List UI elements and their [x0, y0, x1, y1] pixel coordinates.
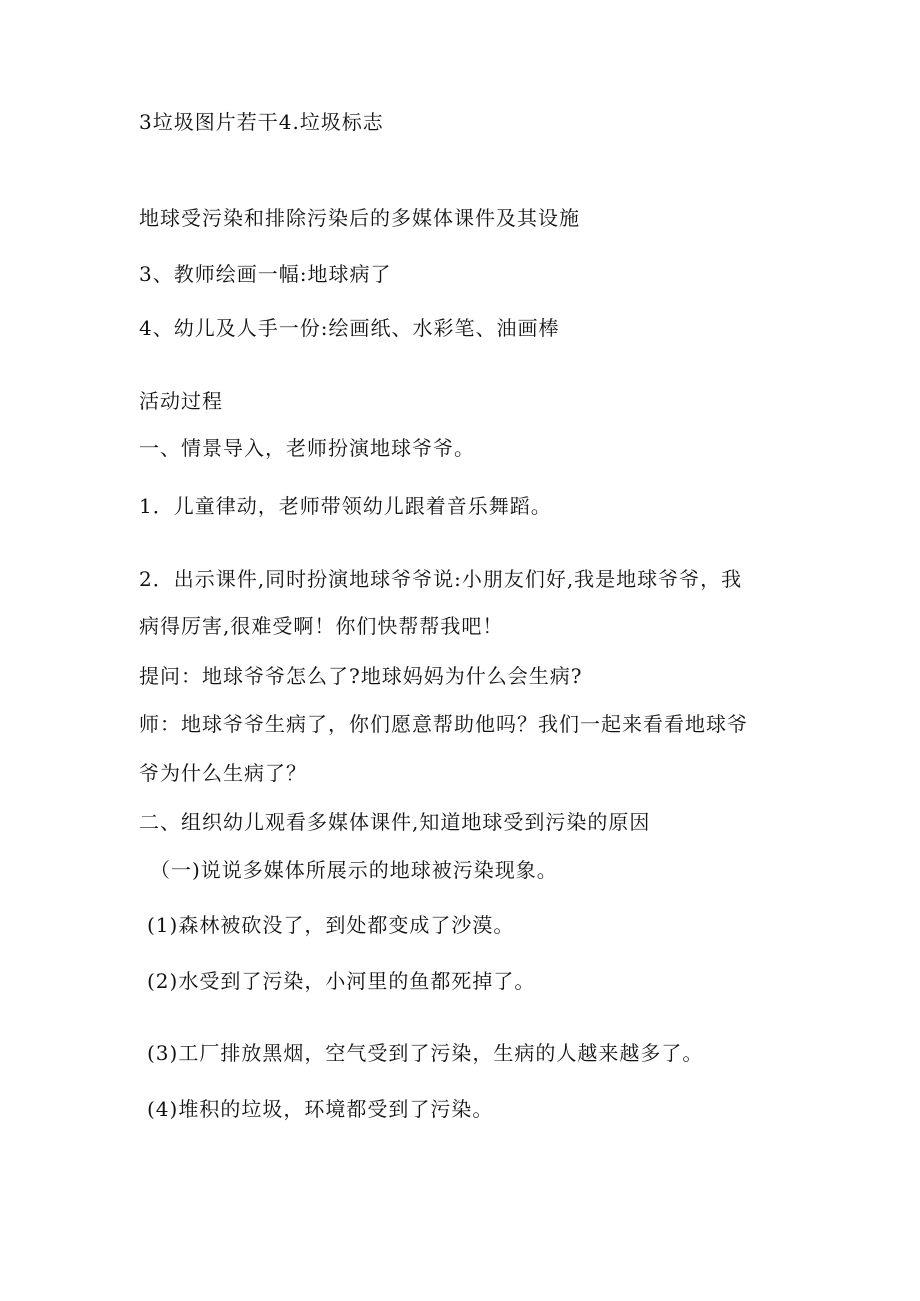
question-line: 提问：地球爷爷怎么了?地球妈妈为什么会生病? [139, 664, 583, 688]
step-one-heading: 一、情景导入，老师扮演地球爷爷。 [139, 436, 475, 460]
pollution-item-1: (1)森林被砍没了，到处都变成了沙漠。 [147, 913, 515, 937]
step-two-heading: 二、组织幼儿观看多媒体课件,知道地球受到污染的原因 [139, 810, 651, 834]
pollution-item-2: (2)水受到了污染，小河里的鱼都死掉了。 [147, 969, 536, 993]
materials-multimedia: 地球受污染和排除污染后的多媒体课件及其设施 [139, 206, 580, 230]
subsection-one-heading: （一)说说多媒体所展示的地球被污染现象。 [150, 858, 558, 882]
pollution-item-3: (3)工厂排放黑烟，空气受到了污染，生病的人越来越多了。 [147, 1041, 704, 1065]
section-heading-activity-process: 活动过程 [139, 389, 223, 413]
step-one-item-2-line-2: 病得厉害,很难受啊！你们快帮帮我吧！ [139, 614, 504, 638]
materials-teacher-drawing: 3、教师绘画一幅:地球病了 [139, 262, 392, 286]
materials-line-3-4: 3垃圾图片若干4.垃圾标志 [139, 110, 384, 134]
pollution-item-4: (4)堆积的垃圾，环境都受到了污染。 [147, 1097, 494, 1121]
step-one-item-2-line-1: 2．出示课件,同时扮演地球爷爷说:小朋友们好,我是地球爷爷，我 [139, 567, 743, 591]
materials-children-supplies: 4、幼儿及人手一份:绘画纸、水彩笔、油画棒 [139, 316, 560, 340]
teacher-line-2: 爷为什么生病了？ [139, 761, 307, 785]
step-one-item-1: 1．儿童律动，老师带领幼儿跟着音乐舞蹈。 [139, 494, 552, 518]
teacher-line-1: 师：地球爷爷生病了，你们愿意帮助他吗？我们一起来看看地球爷 [139, 712, 748, 736]
